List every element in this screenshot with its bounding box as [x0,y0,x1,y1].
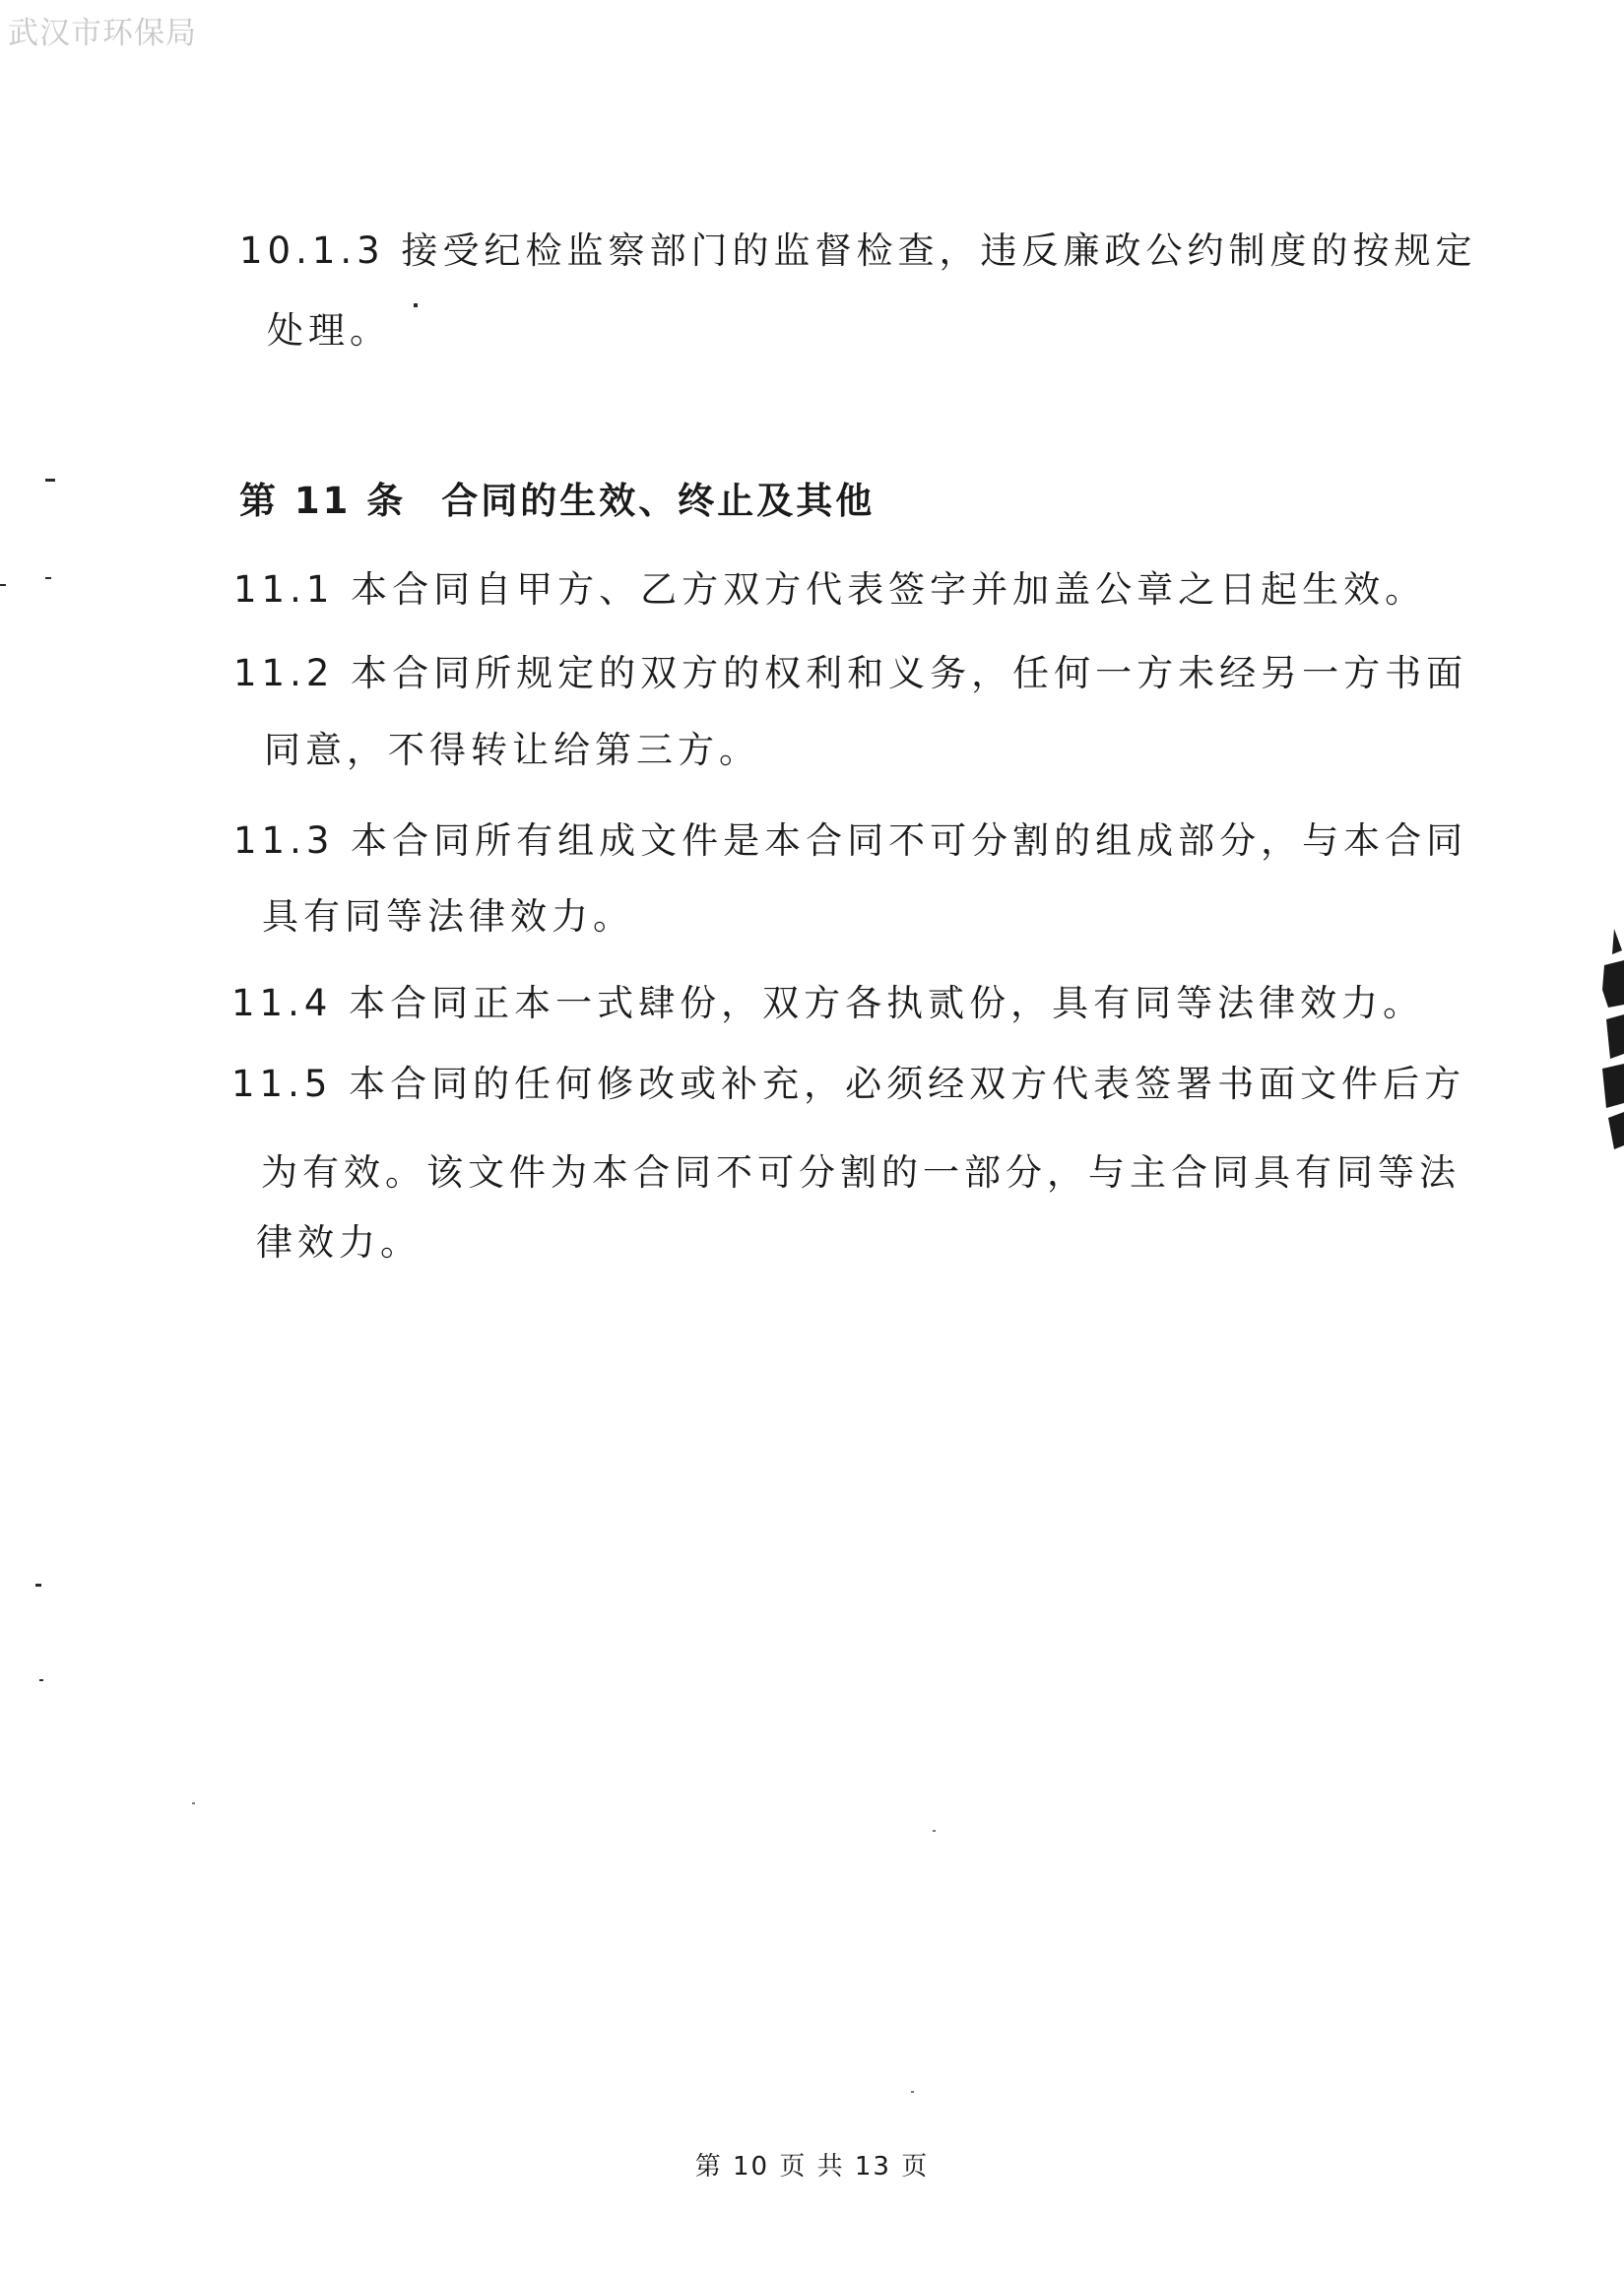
scan-speck [39,1679,43,1681]
clause-11-2-line-2: 同意，不得转让给第三方。 [264,729,760,771]
scan-speck [45,479,55,482]
watermark: 武汉市环保局 [8,16,197,51]
section-heading [239,480,876,522]
clause-11-2-line-1: 11.2 本合同所规定的双方的权利和义务，任何一方未经另一方书面 [233,652,1468,694]
clause-11-1: 11.1 本合同自甲方、乙方双方代表签字并加盖公章之日起生效。 [233,568,1427,611]
section-title: 合同的生效、终止及其他 [441,480,876,522]
clause-11-5-line-2: 为有效。该文件为本合同不可分割的一部分，与主合同具有同等法 [261,1151,1461,1194]
clause-11-4: 11.4 本合同正本一式肆份，双方各执贰份，具有同等法律效力。 [231,982,1425,1024]
scan-speck [911,2091,914,2093]
edge-seal-fragment-icon [1594,921,1624,1157]
clause-10-1-3-line-1: 10.1.3 接受纪检监察部门的监督检查，违反廉政公约制度的按规定 [239,229,1477,272]
clause-11-5-line-3: 律效力。 [256,1221,422,1264]
page-footer: 第 10 页 共 13 页 [694,2152,930,2182]
clause-10-1-3-line-2: 处理。 [267,309,391,352]
scan-speck [192,1802,195,1804]
scan-speck [45,577,51,579]
scan-speck [0,584,6,586]
scan-speck [35,1584,41,1587]
clause-11-3-line-2: 具有同等法律效力。 [262,895,634,938]
scan-speck [933,1830,936,1832]
clause-11-3-line-1: 11.3 本合同所有组成文件是本合同不可分割的组成部分，与本合同 [233,819,1468,862]
section-number: 第 11 条 [239,480,407,522]
clause-11-5-line-1: 11.5 本合同的任何修改或补充，必须经双方代表签署书面文件后方 [231,1063,1466,1105]
scan-speck [414,303,418,307]
